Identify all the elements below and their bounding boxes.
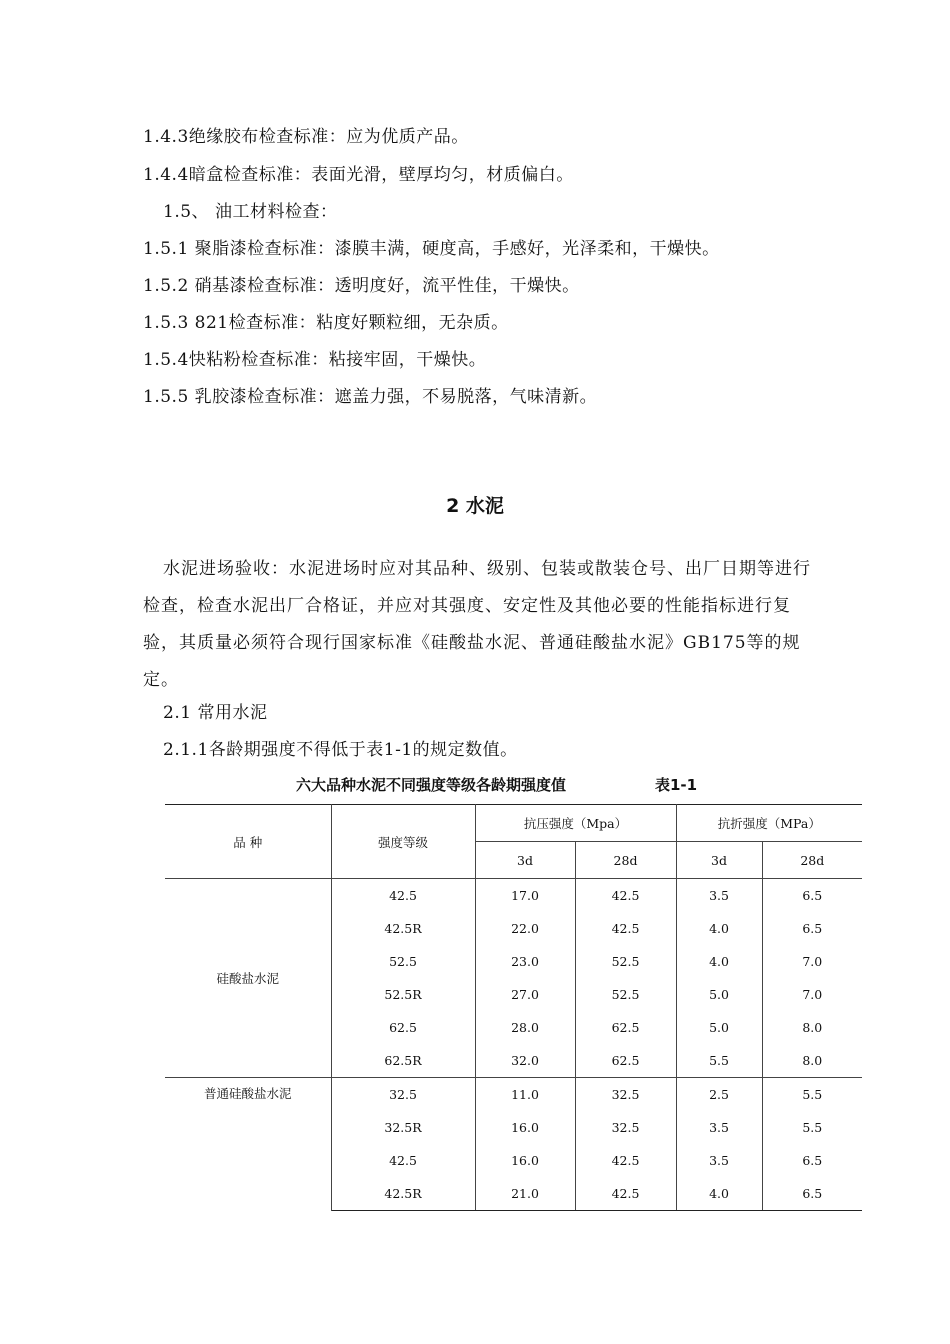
cell-flexural-28d: 7.0 [802,954,823,969]
cell-compressive-28d: 32.5 [575,1078,676,1112]
cell-flexural-3d: 5.5 [676,1044,762,1078]
strength-table [165,804,862,1211]
cell-flexural-3d: 3.5 [676,879,762,913]
cell-flexural-3d: 4.0 [676,1177,762,1211]
cell-compressive-3d: 21.0 [475,1177,575,1211]
cell-compressive-28d: 42.5 [575,879,676,913]
header-compressive-3d: 3d [475,842,575,879]
header-grade: 强度等级 [331,805,475,879]
cell-flexural-28d: 5.5 [802,1120,823,1135]
cell-compressive-3d: 16.0 [475,1111,575,1144]
item-1-5-2: 1.5.2 硝基漆检查标准：透明度好，流平性佳，干燥快。 [143,276,580,296]
table-row [165,1078,862,1112]
header-type: 品 种 [165,805,331,879]
cell-grade: 42.5R [331,912,475,945]
section-title: 2 水泥 [446,495,504,517]
cell-flexural-28d: 6.5 [802,921,823,936]
subsection-2-1-1: 2.1.1各龄期强度不得低于表1-1的规定数值。 [163,740,518,760]
cell-type: 普通硅酸盐水泥 [165,1078,331,1211]
cell-grade: 62.5 [331,1011,475,1044]
cell-grade: 62.5R [331,1044,475,1078]
cell-compressive-3d: 16.0 [475,1144,575,1177]
item-1-5-1: 1.5.1 聚脂漆检查标准：漆膜丰满，硬度高，手感好，光泽柔和，干燥快。 [143,239,720,259]
cell-compressive-3d: 22.0 [475,912,575,945]
cell-flexural-3d: 4.0 [676,945,762,978]
cell-grade: 52.5R [331,978,475,1011]
cell-grade: 42.5 [331,879,475,913]
cell-compressive-3d: 11.0 [475,1078,575,1112]
header-row [165,805,862,842]
cell-flexural-28d: 7.0 [802,987,823,1002]
cell-compressive-3d: 27.0 [475,978,575,1011]
item-1-5-3: 1.5.3 821检查标准：粘度好颗粒细，无杂质。 [143,313,509,333]
section-paragraph: 水泥进场验收：水泥进场时应对其品种、级别、包装或散装仓号、出厂日期等进行检查，检查水泥出厂合格证，并应对其强度、安定性及其他必要的性能指标进行复验，其质量必须符合现行国家标准《硅酸盐水泥、普通硅酸盐水泥》GB175等的规定。 [143,559,811,690]
cell-flexural-28d: 6.5 [762,879,862,913]
table-caption-number: 表1-1 [655,776,698,794]
item-1-4-3: 1.4.3绝缘胶布检查标准：应为优质产品。 [143,127,469,147]
cell-grade: 32.5 [331,1078,475,1112]
cell-compressive-28d: 52.5 [575,978,676,1011]
cell-compressive-3d: 17.0 [475,879,575,913]
strength-table-body [165,805,862,1211]
cell-flexural-28d: 8.0 [802,1053,823,1068]
heading-1-5: 1.5、 油工材料检查： [163,202,338,222]
table-caption-title: 六大品种水泥不同强度等级各龄期强度值 [296,776,567,794]
cell-grade: 42.5R [331,1177,475,1211]
cell-flexural-3d: 2.5 [676,1078,762,1112]
header-flexural-28d: 28d [762,842,862,879]
item-1-4-4: 1.4.4暗盒检查标准：表面光滑，壁厚均匀，材质偏白。 [143,165,574,185]
cell-flexural-3d: 5.0 [676,1011,762,1044]
cell-compressive-28d: 42.5 [575,1177,676,1211]
header-compressive-28d: 28d [575,842,676,879]
table-caption [0,774,950,796]
cell-grade: 52.5 [331,945,475,978]
header-flexural-3d: 3d [676,842,762,879]
cell-compressive-3d: 28.0 [475,1011,575,1044]
cell-flexural-3d: 4.0 [676,912,762,945]
cell-compressive-28d: 42.5 [575,1144,676,1177]
item-1-5-4: 1.5.4快粘粉检查标准：粘接牢固，干燥快。 [143,350,487,370]
cell-grade: 42.5 [331,1144,475,1177]
cell-flexural-28d: 5.5 [762,1078,862,1112]
cell-grade: 32.5R [331,1111,475,1144]
cell-compressive-28d: 62.5 [575,1011,676,1044]
cell-flexural-28d: 6.5 [762,1177,862,1211]
header-compressive: 抗压强度（Mpa） [475,805,676,842]
cell-flexural-28d: 8.0 [802,1020,823,1035]
table-row [165,879,862,913]
cell-compressive-3d: 23.0 [475,945,575,978]
cell-compressive-3d: 32.0 [475,1044,575,1078]
cell-compressive-28d: 42.5 [575,912,676,945]
cell-compressive-28d: 52.5 [575,945,676,978]
header-flexural: 抗折强度（MPa） [676,805,862,842]
cell-type: 硅酸盐水泥 [165,879,331,1078]
subsection-2-1: 2.1 常用水泥 [163,703,268,723]
cell-flexural-3d: 3.5 [676,1111,762,1144]
cell-flexural-3d: 3.5 [676,1144,762,1177]
cell-compressive-28d: 62.5 [575,1044,676,1078]
cell-compressive-28d: 32.5 [575,1111,676,1144]
item-1-5-5: 1.5.5 乳胶漆检查标准：遮盖力强，不易脱落，气味清新。 [143,387,598,407]
cell-flexural-3d: 5.0 [676,978,762,1011]
cell-flexural-28d: 6.5 [802,1153,823,1168]
